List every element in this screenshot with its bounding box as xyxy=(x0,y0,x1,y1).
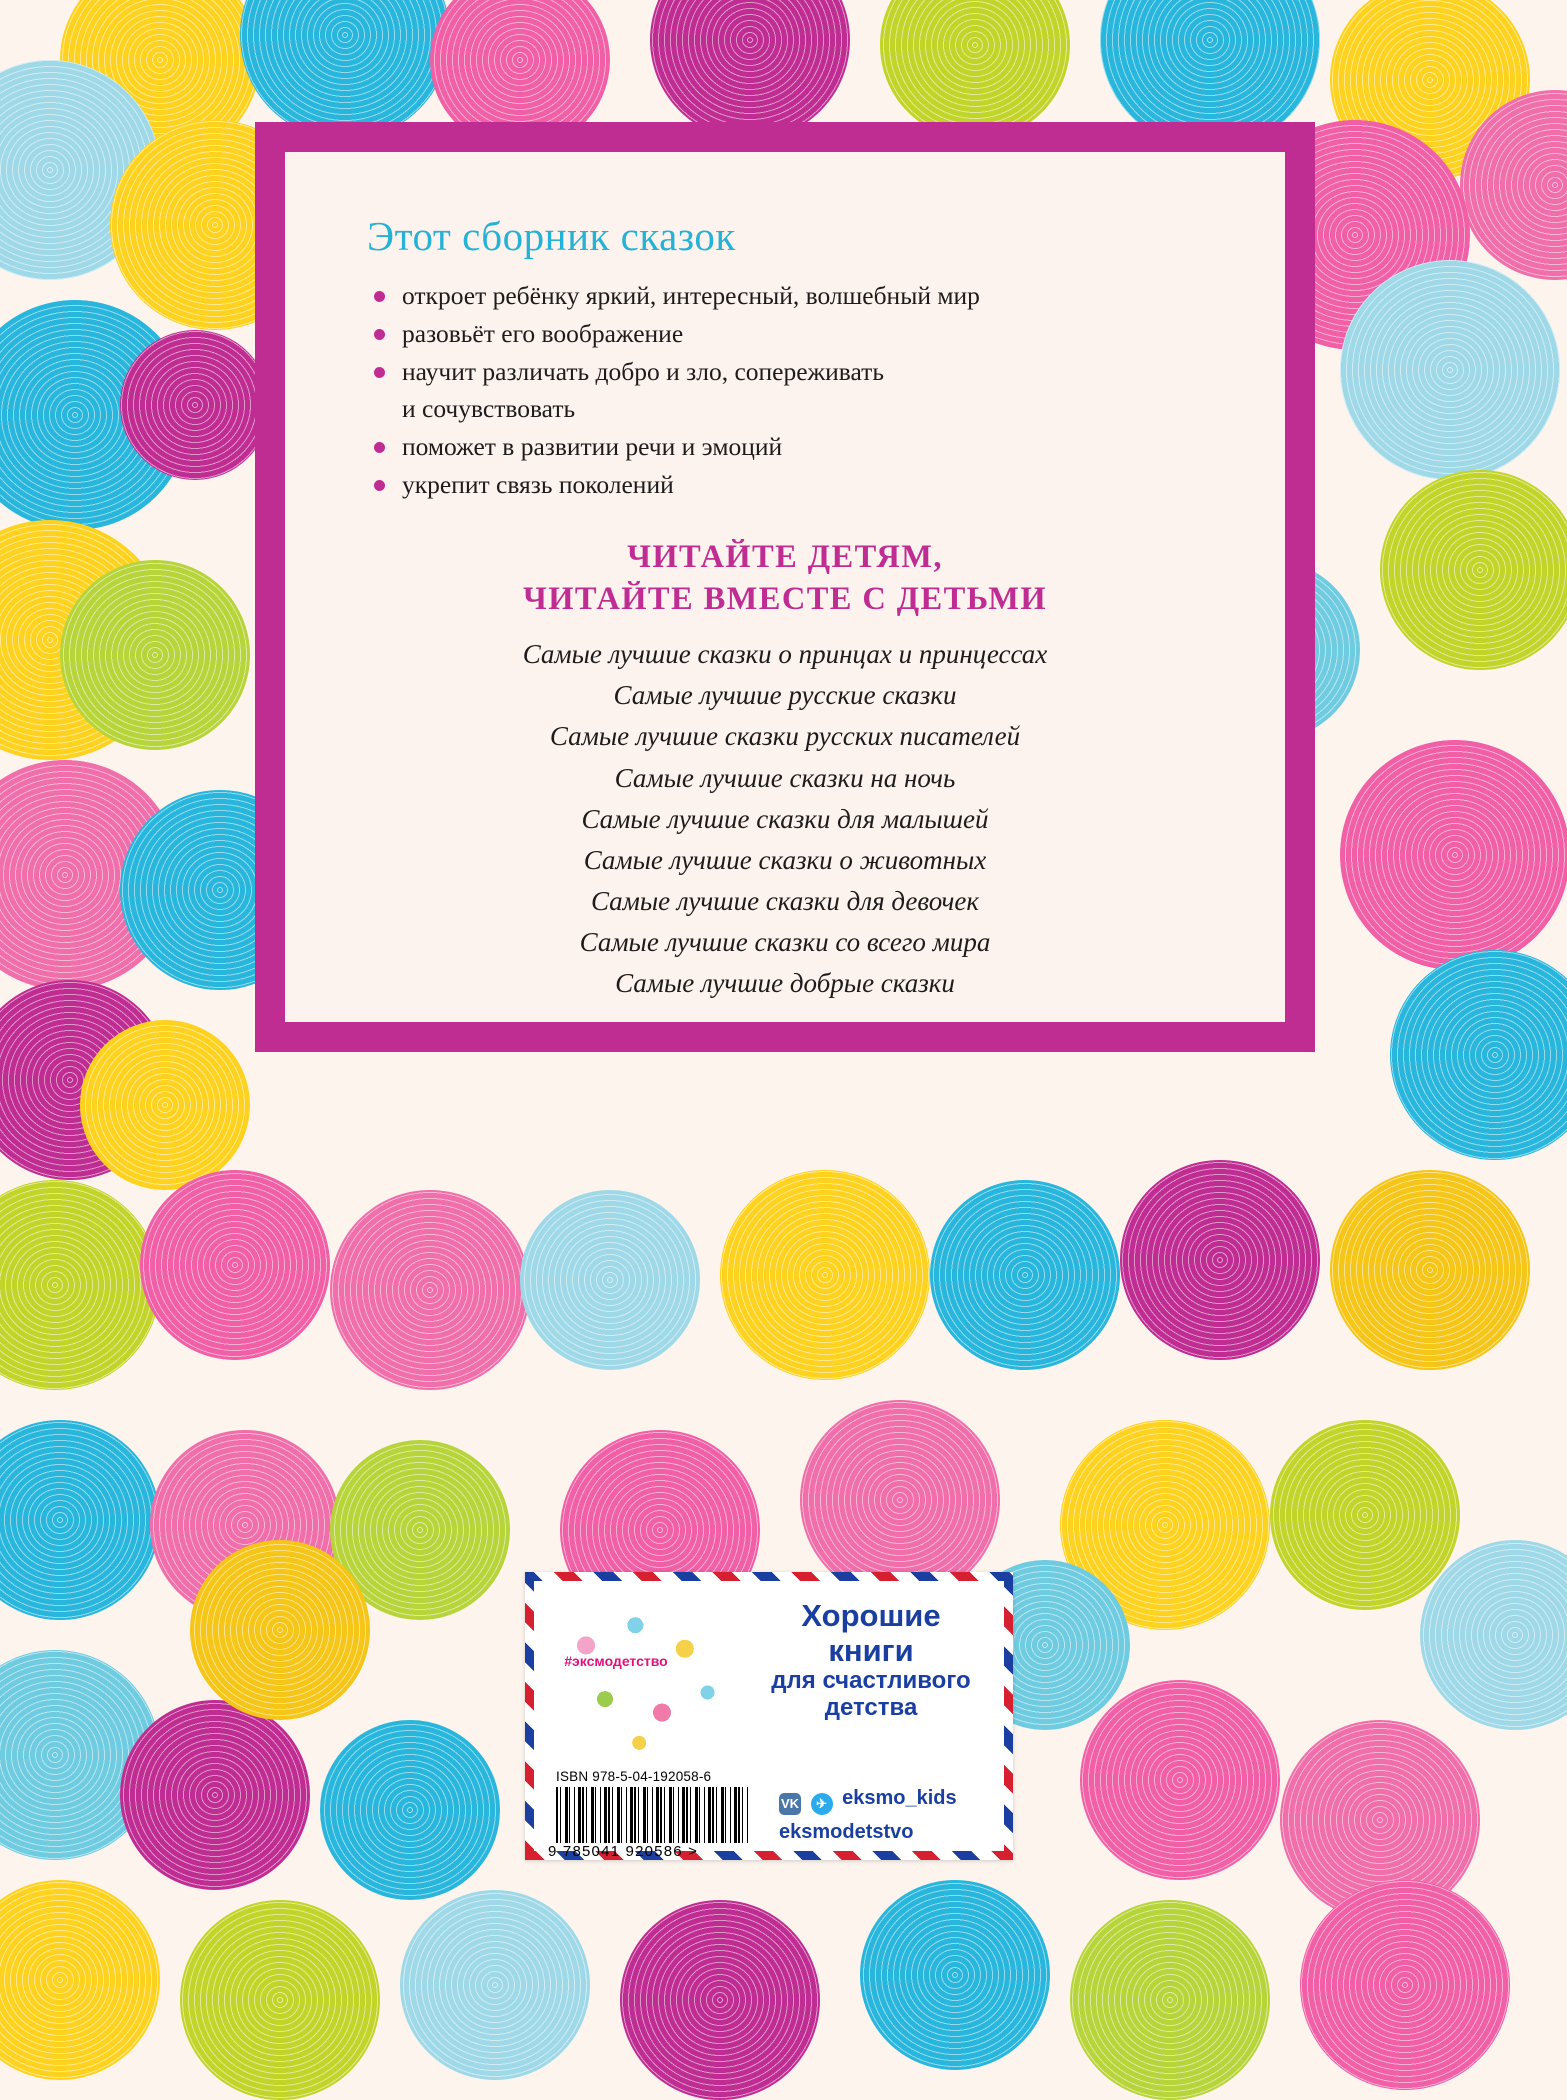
decorative-dot xyxy=(1380,470,1567,670)
decorative-dot xyxy=(60,560,250,750)
list-item: Самые лучшие сказки о животных xyxy=(583,844,987,875)
list-item: Самые лучшие сказки о принцах и принцессах xyxy=(522,639,1048,670)
decorative-dot xyxy=(1340,740,1567,970)
list-item xyxy=(371,316,1221,352)
list-item: Самые лучшие сказки со всего мира xyxy=(579,926,991,957)
social-handle-label: eksmodetstvo xyxy=(779,1821,914,1843)
list-item-label: поможет в развитии речи и эмоций xyxy=(402,431,783,461)
decorative-dot xyxy=(180,1900,380,2100)
decorative-dot xyxy=(1340,260,1560,480)
list-item: Самые лучшие сказки на ночь xyxy=(614,762,956,793)
slogan-line-2: книги xyxy=(828,1632,914,1668)
heart-icon xyxy=(548,1595,738,1763)
social-handle-tg[interactable] xyxy=(779,1821,914,1844)
list-item xyxy=(371,467,1221,503)
social-handle-label: eksmo_kids xyxy=(842,1787,957,1809)
decorative-dot xyxy=(860,1880,1050,2070)
list-item-label: разовьёт его воображение xyxy=(402,319,684,349)
decorative-dot xyxy=(330,1190,530,1390)
social-handle-vk[interactable] xyxy=(779,1787,957,1815)
decorative-dot xyxy=(120,1700,310,1890)
bullet-icon xyxy=(374,480,385,491)
decorative-dot xyxy=(0,1880,160,2080)
heart-shape xyxy=(548,1595,738,1763)
telegram-icon: ✈ xyxy=(811,1793,833,1815)
decorative-dot xyxy=(880,0,1070,140)
decorative-dot xyxy=(0,1180,160,1390)
bullet-icon xyxy=(374,442,385,453)
decorative-dot xyxy=(400,1890,590,2080)
decorative-dot xyxy=(240,0,450,140)
decorative-dot xyxy=(320,1720,500,1900)
isbn-text: ISBN 978-5-04-192058-6 xyxy=(556,1769,712,1784)
vk-icon: VK xyxy=(779,1793,801,1815)
decorative-dot xyxy=(1330,1170,1530,1370)
decorative-dot xyxy=(720,1170,930,1380)
decorative-dot xyxy=(1070,1900,1270,2100)
list-item: Самые лучшие сказки для девочек xyxy=(590,885,980,916)
decorative-dot xyxy=(930,1180,1120,1370)
list-item: Самые лучшие добрые сказки xyxy=(615,967,955,998)
barcode-digits: 9 785041 920586 > xyxy=(548,1843,699,1860)
decorative-dot xyxy=(650,0,850,140)
barcode-image xyxy=(556,1787,748,1843)
decorative-dot xyxy=(190,1540,370,1720)
list-item-label: откроет ребёнку яркий, интересный, волшебный мир xyxy=(402,281,980,310)
back-cover-panel xyxy=(255,122,1315,1052)
benefits-list xyxy=(349,278,1221,503)
bullet-icon xyxy=(374,329,385,340)
decorative-dot xyxy=(1120,1160,1320,1360)
list-item xyxy=(371,278,1221,314)
decorative-dot xyxy=(620,1900,820,2100)
sticker-body xyxy=(534,1581,1004,1860)
sticker-slogan xyxy=(746,1599,996,1722)
decorative-dot xyxy=(140,1170,330,1360)
list-item: Самые лучшие русские сказки xyxy=(613,680,957,711)
publisher-sticker xyxy=(525,1572,1013,1860)
slogan-line-3: для счастливого xyxy=(771,1667,971,1695)
list-item: Самые лучшие сказки для малышей xyxy=(581,803,989,834)
decorative-dot xyxy=(120,330,270,480)
list-item-label: научит различать добро и зло, сопереживать xyxy=(402,357,884,387)
panel-inner xyxy=(291,158,1279,1016)
cta-line-2: ЧИТАЙТЕ ВМЕСТЕ С ДЕТЬМИ xyxy=(522,580,1048,617)
slogan-line-4: детства xyxy=(824,1694,918,1722)
bullet-icon xyxy=(374,367,385,378)
decorative-dot xyxy=(520,1190,700,1370)
series-titles-list xyxy=(349,634,1221,1003)
brand-hashtag: #эксмодетство xyxy=(564,1653,668,1669)
decorative-dot xyxy=(800,1400,1000,1600)
decorative-dot xyxy=(1300,1880,1510,2090)
decorative-dot xyxy=(80,1020,250,1190)
page-title: Этот сборник сказок xyxy=(367,213,736,259)
list-item-label: укрепит связь поколений xyxy=(402,470,674,500)
list-item-label-continued: и сочувствовать xyxy=(402,393,576,423)
call-to-action xyxy=(349,537,1221,620)
list-item xyxy=(371,429,1221,465)
cta-line-1: ЧИТАЙТЕ ДЕТЯМ, xyxy=(627,539,943,576)
slogan-line-1: Хорошие xyxy=(801,1598,941,1633)
decorative-dot xyxy=(1270,1420,1460,1610)
list-item: Самые лучшие сказки русских писателей xyxy=(549,721,1021,752)
decorative-dot xyxy=(0,1420,160,1620)
decorative-dot xyxy=(1080,1680,1280,1880)
list-item xyxy=(371,354,1221,426)
decorative-dot xyxy=(1390,950,1567,1160)
bullet-icon xyxy=(374,291,385,302)
